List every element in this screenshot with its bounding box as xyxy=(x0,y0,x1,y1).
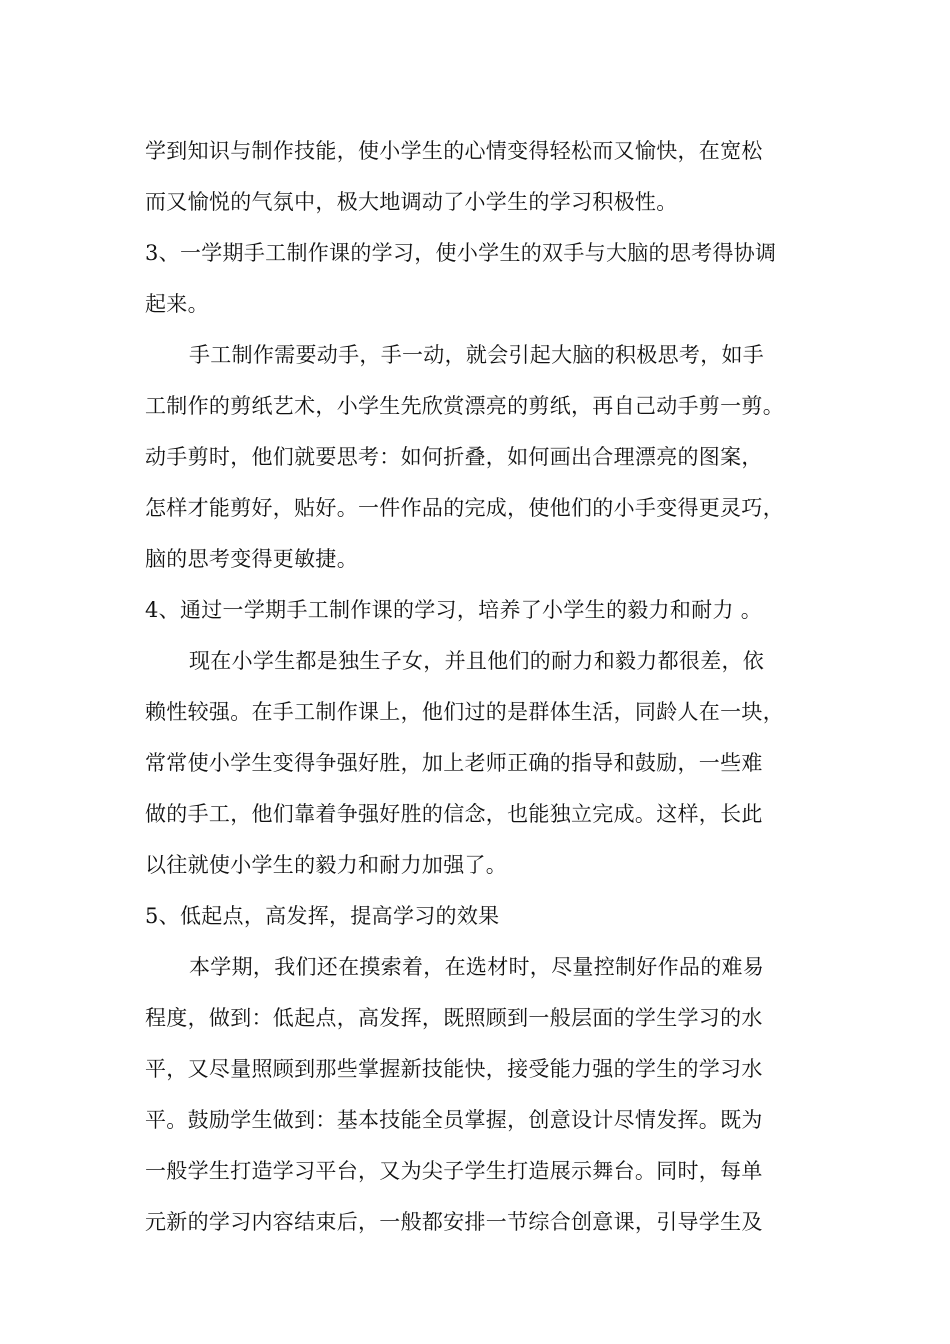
paragraph-start: 本学期，我们还在摸索着，在选材时，尽量控制好作品的难易 xyxy=(189,955,765,979)
text-line: 动手剪时，他们就要思考：如何折叠，如何画出合理漂亮的图案， xyxy=(145,445,763,469)
paragraph-start: 手工制作需要动手，手一动，就会引起大脑的积极思考，如手 xyxy=(189,343,765,367)
text-line: 平，又尽量照顾到那些掌握新技能快，接受能力强的学生的学习水 xyxy=(145,1057,763,1081)
text-line: 元新的学习内容结束后，一般都安排一节综合创意课，引导学生及 xyxy=(145,1210,763,1234)
text-line: 常常使小学生变得争强好胜，加上老师正确的指导和鼓励，一些难 xyxy=(145,751,763,775)
text-line: 工制作的剪纸艺术，小学生先欣赏漂亮的剪纸，再自己动手剪一剪。 xyxy=(145,394,784,418)
text-line: 脑的思考变得更敏捷。 xyxy=(145,547,358,571)
text-line: 做的手工，他们靠着争强好胜的信念，也能独立完成。这样，长此 xyxy=(145,802,763,826)
section-heading-4: 4、通过一学期手工制作课的学习，培养了小学生的毅力和耐力 。 xyxy=(145,598,763,622)
text-line: 程度，做到：低起点，高发挥，既照顾到一般层面的学生学习的水 xyxy=(145,1006,763,1030)
section-heading-3: 3、一学期手工制作课的学习，使小学生的双手与大脑的思考得协调 xyxy=(145,241,777,265)
section-heading-5: 5、低起点，高发挥，提高学习的效果 xyxy=(145,904,500,928)
text-line: 怎样才能剪好，贴好。一件作品的完成，使他们的小手变得更灵巧， xyxy=(145,496,784,520)
text-line: 学到知识与制作技能，使小学生的心情变得轻松而又愉快，在宽松 xyxy=(145,139,763,163)
text-line: 一般学生打造学习平台，又为尖子学生打造展示舞台。同时，每单 xyxy=(145,1159,763,1183)
paragraph-start: 现在小学生都是独生子女，并且他们的耐力和毅力都很差，依 xyxy=(189,649,765,673)
document-body xyxy=(145,126,813,1248)
text-line: 平。鼓励学生做到：基本技能全员掌握，创意设计尽情发挥。既为 xyxy=(145,1108,763,1132)
text-line: 以往就使小学生的毅力和耐力加强了。 xyxy=(145,853,508,877)
text-line: 赖性较强。在手工制作课上，他们过的是群体生活，同龄人在一块， xyxy=(145,700,784,724)
text-line: 起来。 xyxy=(145,292,209,316)
text-line: 而又愉悦的气氛中，极大地调动了小学生的学习积极性。 xyxy=(145,190,678,214)
